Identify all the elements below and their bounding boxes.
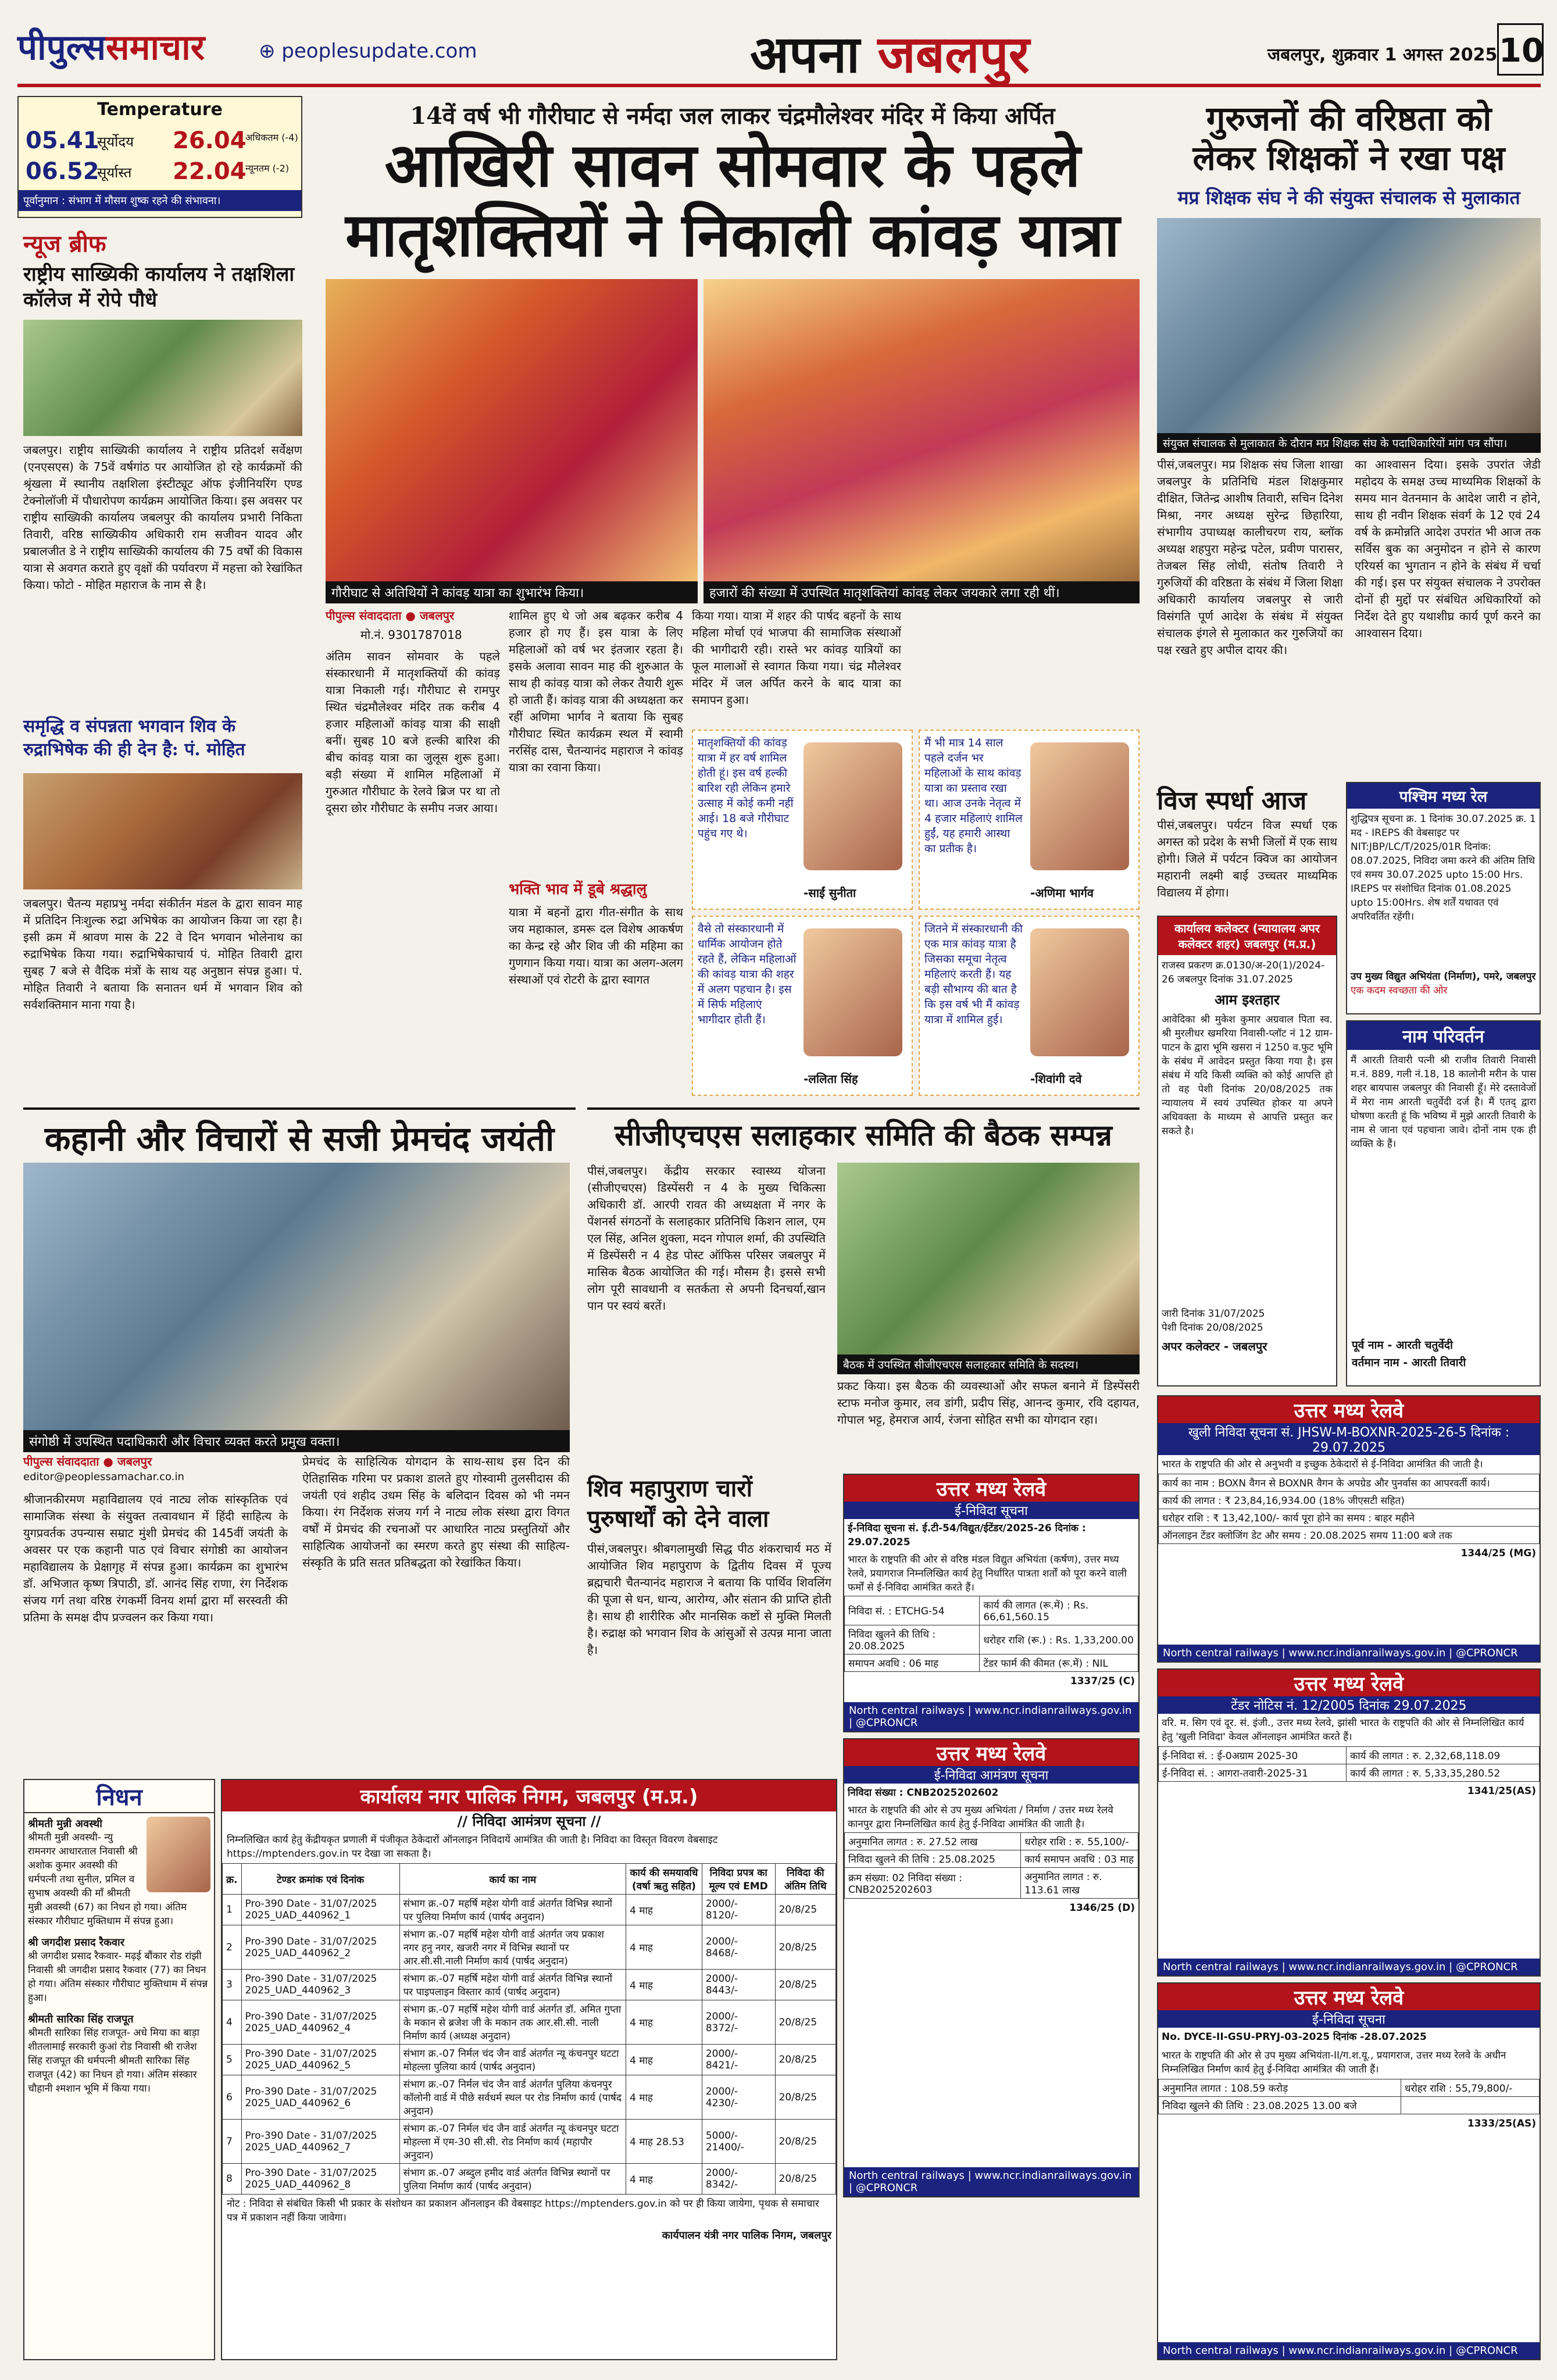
weather-title: Temperature	[97, 99, 223, 120]
rail-notice-body: भारत के राष्ट्रपति की ओर से वरिष्ठ मंडल विद्युत अभियंता (कर्षण), उत्तर मध्य रेलवे, प्रयागराज निम्नलिखित कार्य हेतु निर्धारित पात्रता शर्तों को पूरा करने वाली फर्मों से ई-निविदा आमंत्रित करते हैं।	[848, 1554, 1127, 1593]
rail-notice-sub: ई-निविदा सूचना	[1158, 2010, 1540, 2028]
obituary-text: श्रीमती सारिका सिंह राजपूत- अधे मिया का बाड़ा शीतलामाई सरकारी कुआं रोड निवासी श्री राजेश सिंह राजपूत की धर्मपत्नी श्रीमती सारिका सिंह राजपूत (42) का निधन हो गया। अंतिम संस्कार चौहानी श्मशान भूमि में किया गया।	[28, 2027, 199, 2095]
lead-mobile: मो.नं. 9301787018	[360, 628, 462, 642]
rail-footer: North central railways | www.ncr.indianrailways.gov.in | @CPRONCR	[844, 1702, 1138, 1731]
quiz-headline: विज स्पर्धा आज	[1157, 786, 1307, 816]
rail-notice-table	[844, 1596, 1138, 1672]
rail-notice-right-2	[1157, 1668, 1541, 1977]
rail-website-link[interactable]: www.ncr.indianrailways.gov.in	[1288, 2345, 1446, 2357]
name-change-body: मैं आरती तिवारी पत्नी श्री राजीव तिवारी निवासी म.नं. 889, गली नं.18, 18 कालोनी मरीन के पास शहर बायपास जबलपुर की निवासी हूँ। मेरे दस्तावेजों में मेरा नाम आरती चतुर्वेदी दर्ज है। मैं एतद् द्वारा घोषणा करती हूं कि भविष्य में मुझे आरती तिवारी के नाम से जाना एवं पहचाना जावे। दोनों नाम एक ही व्यक्ति के हैं।	[1351, 1055, 1536, 1150]
sunset-time: 06.52	[26, 158, 99, 185]
premchand-caption: संगोष्ठी में उपस्थित पदाधिकारी और विचार व्यक्त करते प्रमुख वक्ता।	[23, 1430, 570, 1452]
obituary-item	[24, 2009, 214, 2099]
rail-notice-1	[843, 1474, 1140, 1732]
quiz-body: पीसं,जबलपुर। पर्यटन विज स्पर्धा एक अगस्त को प्रदेश के सभी जिलों में एक साथ होगी। जिले में पर्यटन क्विज का आयोजन महारानी लक्ष्मी बाई उच्चतर माध्यमिक विद्यालय में होगा।	[1157, 818, 1337, 899]
lead-col3: किया गया। यात्रा में शहर की पार्षद बहनों के साथ महिला मोर्चा एवं भाजपा की सामाजिक संस्थाओं की भागीदारी रही। रास्ते भर कांवड़ यात्रियों का फूल मालाओं से स्वागत किया गया। चंद्र मौलेश्वर मंदिर में जल अर्पित करने के बाद यात्रा का समापन हुआ।	[692, 609, 901, 707]
table-row: निविदा सं. : ETCHG-54 कार्य की लागत (रू.में) : Rs. 66,61,560.15	[845, 1596, 1138, 1625]
table-row: 6 Pro-390 Date - 31/07/2025 2025_UAD_440962_6 संभाग क्र.-07 निर्मल चंद जैन वार्ड अंतर्गत पुलिया कंचनपुर कॉलोनी वार्ड में पीछे सर्वधर्म स्थल पर रोड निर्माण कार्य (पार्षद अनुदान) 4 माह 2000/- 4230/- 20/8/25	[223, 2075, 836, 2120]
lead-byline: पीपुल्स संवाददाता ● जबलपुर	[326, 609, 455, 623]
obituary-title: निधन	[24, 1780, 214, 1813]
premchand-headline: कहानी और विचारों से सजी प्रेमचंद जयंती	[23, 1107, 576, 1160]
rail-notice-head: उत्तर मध्य रेलवे	[844, 1475, 1138, 1502]
collector-notice	[1157, 916, 1337, 1386]
rail-notice-right-3	[1157, 1982, 1541, 2360]
wcr-notice	[1346, 782, 1541, 1014]
old-name: पूर्व नाम - आरती चतुर्वेदी	[1352, 1339, 1453, 1352]
rail-notice-sub: टेंडर नोटिस नं. 12/2005 दिनांक 29.07.2025	[1158, 1696, 1540, 1714]
rail-footer: North central railways | www.ncr.indianrailways.gov.in | @CPRONCR	[844, 2167, 1138, 2196]
name-change-title: नाम परिवर्तन	[1347, 1021, 1540, 1050]
municipal-intro: निम्नलिखित कार्य हेतु केंद्रीयकृत प्रणाली में पंजीकृत ठेकेदारों ऑनलाइन निविदायें आमंत्रित की जाती है। निविदा का विस्तृत विवरण वेबसाइट https://mptenders.gov.in पर देखा जा सकता है।	[227, 1834, 718, 1860]
lead-col2-b: यात्रा में बहनों द्वारा गीत-संगीत के साथ जय महाकाल, डमरू दल विशेष आकर्षण का केन्द्र रहे और शिव जी की महिमा का गुणगान किया गया। यात्रा का अलग-अलग संस्थाओं एवं रोटरी के द्वारा स्वागत	[509, 905, 683, 987]
quote-name: -अणिमा भार्गव	[1030, 886, 1094, 900]
quote-photo	[1030, 928, 1129, 1056]
table-row: निविदा खुलने की तिथि : 20.08.2025 धरोहर राशि (रू.) : Rs. 1,33,200.00	[845, 1625, 1138, 1654]
new-name: वर्तमान नाम - आरती तिवारी	[1352, 1356, 1466, 1369]
rail-notice-foot: 1341/25(AS)	[1467, 1785, 1536, 1797]
quote-photo	[804, 928, 902, 1056]
cghs-photo	[837, 1163, 1140, 1355]
cghs-caption: बैठक में उपस्थित सीजीएचएस सलाहकार समिति के सदस्य।	[837, 1355, 1140, 1374]
table-row: 4 Pro-390 Date - 31/07/2025 2025_UAD_440962_4 संभाग क्र.-07 महर्षि महेश योगी वार्ड अंतर्गत डॉ. अमित गुप्ता के मकान से ब्रजेश जी के मकान तक आर.सी.सी. नाली निर्माण कार्य (अध्यक्ष अनुदान) 4 माह 2000/- 8372/- 20/8/25	[223, 2000, 836, 2045]
premchand-col1: श्रीजानकीरमण महाविद्यालय एवं नाट्य लोक सांस्कृतिक एवं सामाजिक संस्था के संयुक्त तत्वावधान में हिंदी साहित्य के युगप्रवर्तक उपन्यास सम्राट मुंशी प्रेमचंद की 145वीं जयंती के अवसर पर एक कहानी पाठ एवं विचार संगोष्ठी का आयोजन महाविद्यालय के प्रेक्षागृह में संपन्न हुआ। कार्यक्रम का शुभारंभ डॉ. अभिजात कृष्ण त्रिपाठी, डॉ. आनंद सिंह राणा, रंग निर्देशक संजय गर्ग तथा वरिष्ठ रंगकर्मी विनय शर्मा द्वारा माँ सरस्वती की प्रतिमा के समक्ष दीप प्रज्वलन कर किया गया।	[23, 1492, 288, 1624]
quote-text: मातृशक्तियों की कांवड़ यात्रा में हर वर्ष शामिल होती हूं। इस वर्ष हल्की बारिश रही लेकिन हमारे उत्साह में कोई कमी नहीं आई। 18 बजे गौरीघाट पहुंच गए थे।	[698, 737, 794, 840]
name-change-notice	[1346, 1020, 1541, 1386]
quote-card-1	[692, 730, 913, 910]
rail-notice-head: उत्तर मध्य रेलवे	[1158, 1396, 1540, 1423]
rail-notice-body: वरि. म. सिग एवं दूर. सं. इंजी., उत्तर मध्य रेलवे, झांसी भारत के राष्ट्रपति की ओर से निम्नलिखित कार्य हेतु 'खुली निविदा' केवल ऑनलाइन आमंत्रित करते हैं।	[1162, 1717, 1524, 1743]
weather-box	[17, 96, 302, 218]
rail-notice-sub: ई-निविदा सूचना	[844, 1502, 1138, 1519]
rail-notice-ref: निविदा संख्या : CNB2025202602	[848, 1787, 999, 1799]
obituary-text: श्रीमती मुन्नी अवस्थी- न्यु रामनगर आधारताल निवासी श्री अशोक कुमार अवस्थी की धर्मपत्नी तथा सुनील, प्रमिल व सुभाष अवस्थी की माँ श्रीमती मुन्नी अवस्थी (67) का निधन हो गया। अंतिम संस्कार गौरीघाट मुक्तिधाम में संपन्न हुआ।	[28, 1832, 187, 1927]
obituary-photo	[147, 1817, 210, 1892]
table-row: ई-निविदा सं. : आगरा-तवारी-2025-31 कार्य की लागत : रु. 5,33,35,280.52	[1159, 1764, 1540, 1782]
cghs-headline: सीजीएचएस सलाहकार समिति की बैठक सम्पन्न	[587, 1107, 1140, 1154]
obituary-name: श्री जगदीश प्रसाद रैकवार	[28, 1936, 125, 1949]
lead-caption-right: हजारों की संख्या में उपस्थित मातृशक्तियां कांवड़ लेकर जयकारे लगा रही थीं।	[703, 581, 1140, 603]
page-number: 10	[1497, 23, 1544, 76]
collector-date-hearing: पेशी दिनांक 20/08/2025	[1162, 1322, 1263, 1334]
obituary-name: श्रीमती सारिका सिंह राजपूत	[28, 2013, 134, 2025]
obituary-name: श्रीमती मुन्नी अवस्थी	[28, 1818, 102, 1830]
obituary-text: श्री जगदीश प्रसाद रैकवार- मढ़ई बौंकार रोड रांझी निवासी श्री जगदीश प्रसाद रैकवार (77) का निधन हो गया। अंतिम संस्कार गौरीघाट मुक्तिधाम में संपन्न हुआ।	[28, 1950, 208, 2004]
wcr-body: शुद्धिपत्र सूचना क्र. 1 दिनांक 30.07.2025 क्र. 1 मद - IREPS की वेबसाइट पर NIT:JBP/LC/T/2025/01R दिनांक: 08.07.2025, निविदा जमा करने की अंतिम तिथि एवं समय 30.07.2025 upto 15:00 Hrs. IREPS पर संशोधित दिनांक 01.08.2025 upto 15:00Hrs. शेष शर्तें यथावत एवं अपरिवर्तित रहेंगी।	[1351, 813, 1536, 923]
premchand-photo	[23, 1163, 570, 1430]
rail-notice-foot: 1346/25 (D)	[1069, 1902, 1135, 1914]
rail-notice-foot: 1337/25 (C)	[1070, 1675, 1135, 1687]
brief2-photo	[23, 773, 302, 889]
rail-footer: North central railways | www.ncr.indianrailways.gov.in | @CPRONCR	[1158, 1959, 1540, 1975]
quote-name: -ललिता सिंह	[804, 1072, 858, 1086]
table-row: 8 Pro-390 Date - 31/07/2025 2025_UAD_440962_8 संभाग क्र.-07 अब्दुल हमीद वार्ड अंतर्गत विभिन्न स्थानों पर पुलिया निर्माण कार्य (पार्षद अनुदान) 4 माह 2000/- 8342/- 20/8/25	[223, 2164, 836, 2195]
table-row: 5 Pro-390 Date - 31/07/2025 2025_UAD_440962_5 संभाग क्र.-07 निर्मल चंद जैन वार्ड अंतर्गत न्यू कंचनपुर घटटा मोहल्ला पुलिया कार्य (पार्षद अनुदान) 4 माह 2000/- 8421/- 20/8/25	[223, 2045, 836, 2075]
rail-notice-table	[1158, 1746, 1540, 1782]
table-row: निविदा खुलने की तिथि : 25.08.2025 कार्य समापन अवधि : 03 माह	[845, 1850, 1138, 1868]
rail-notice-sub: ई-निविदा आमंत्रण सूचना	[844, 1766, 1138, 1784]
table-row: समापन अवधि : 06 माह टेंडर फार्म की कीमत (रू.में) : NIL	[845, 1654, 1138, 1672]
table-row: 7 Pro-390 Date - 31/07/2025 2025_UAD_440962_7 संभाग क्र.-07 निर्मल चंद जैन वार्ड अंतर्गत न्यू कंचनपुर घटटा मोहल्ला में एम-30 सी.सी. रोड निर्माण कार्य (महापौर अनुदान) 4 माह 28.53 5000/- 21400/- 20/8/25	[223, 2120, 836, 2164]
premchand-byline: पीपुल्स संवाददाता ● जबलपुर	[23, 1455, 152, 1468]
lead-caption-left: गौरीघाट से अतिथियों ने कांवड़ यात्रा का शुभारंभ किया।	[326, 581, 698, 603]
news-brief-label: न्यूज ब्रीफ	[23, 231, 106, 258]
shiv-headline-1: शिव महापुराण चारों	[587, 1475, 753, 1502]
quote-text: मैं भी मात्र 14 साल पहले दर्जन भर महिलाओं के साथ कांवड़ यात्रा का प्रस्ताव रखा था। आज उनके नेतृत्व में 4 हजार महिलाएं शामिल हुईं, यह हमारी आस्था का प्रतीक है।	[924, 737, 1023, 855]
teachers-caption: संयुक्त संचालक से मुलाकात के दौरान मप्र शिक्षक संघ के पदाधिकारियों मांग पत्र सौंपा।	[1157, 433, 1541, 453]
collector-heading: आम इश्तहार	[1215, 992, 1280, 1008]
max-temp: 26.04	[173, 127, 247, 154]
rail-notice-body: भारत के राष्ट्रपति की ओर से उप मुख्य अभियंता-II/ग.श.यू., प्रयागराज, उत्तर मध्य रेलवे के अधीन निम्नलिखित निर्माण कार्य हेतु ई-निविदा आमंत्रित की जाती हैं।	[1162, 2050, 1506, 2075]
rail-notice-table	[1158, 1474, 1540, 1544]
table-header-row: क्र. टेण्डर क्रमांक एवं दिनांक कार्य का नाम कार्य की समयावधि (वर्षा ऋतु सहित) निविदा प्रपत्र का मूल्य एवं EMD निविदा की अंतिम तिथि	[223, 1864, 836, 1895]
quote-card-2	[919, 730, 1140, 910]
brief1-photo	[23, 320, 302, 436]
brief1-title: राष्ट्रीय साख्यिकी कार्यालय ने तक्षशिला कॉलेज में रोपे पौधे	[23, 263, 295, 312]
rail-notice-table	[1158, 2079, 1540, 2114]
quote-text: जितने में संस्कारधानी की एक मात्र कांवड़ यात्रा है जिसका समूचा नेतृत्व महिलाएं करती हैं। यह बड़ी सौभाग्य की बात है कि इस वर्ष भी मैं कांवड़ यात्रा में शामिल हुई।	[924, 923, 1023, 1026]
lead-photo-right	[703, 279, 1140, 581]
lead-col1: अंतिम सावन सोमवार के पहले संस्कारधानी में मातृशक्तियों की कांवड़ यात्रा निकाली गई। गौरीघाट से रामपुर स्थित चंद्रमौलेश्वर मंदिर तक करीब 4 हजार महिलाओं कांवड़ यात्रा की साक्षी बनीं। सुबह 10 बजे हल्की बारिश की बीच कांवड़ यात्रा का जुलूस शुरू हुआ। बड़ी संख्या में शामिल महिलाओं में गुरुआत गौरीघाट के रेलवे ब्रिज पर था तो दूसरा छोर गौरीघाट के समीप नजर आया।	[326, 649, 500, 815]
table-row: अनुमानित लागत : 108.59 करोड़ धरोहर राशि : 55,79,800/-	[1159, 2079, 1540, 2097]
municipal-footer: नोट : निविदा से संबंधित किसी भी प्रकार के संशोधन का प्रकाशन ऑनलाइन की वेबसाइट https://mptenders.gov.in को पर ही किया जायेगा, पृथक से समाचार पत्र में प्रकाशन नहीं किया जावेगा।	[227, 2198, 819, 2224]
table-row: क्रम संख्या: 02 निविदा संख्या : CNB2025202603 अनुमानित लागत : रु. 113.61 लाख	[845, 1868, 1138, 1899]
premchand-col2: प्रेमचंद के साहित्यिक योगदान के साथ-साथ इस दिन की ऐतिहासिक गरिमा पर प्रकाश डालते हुए गोस्वामी तुलसीदास की जयंती एवं शहीद उधम सिंह के बलिदान दिवस को भी नमन किया। रंग निर्देशक संजय गर्ग ने नाट्य लोक संस्था द्वारा विगत वर्षों में प्रेमचंद की रचनाओं पर आधारित नाट्य प्रस्तुतियों और साहित्यिक आयोजनों का स्मरण करते हुए संस्था की साहित्य-संस्कृति के प्रति सतत प्रतिबद्धता को रेखांकित किया।	[302, 1455, 570, 1570]
collector-date-issued: जारी दिनांक 31/07/2025	[1162, 1308, 1265, 1320]
quote-card-3	[692, 916, 913, 1096]
min-label: न्यूनतम (-2)	[245, 163, 290, 174]
section-title: अपना जबलपुर	[750, 24, 1030, 84]
rail-notice-foot: 1344/25 (MG)	[1460, 1548, 1536, 1559]
brand-logo: पीपुल्ससमाचार	[17, 27, 205, 68]
quote-photo	[1030, 742, 1129, 870]
masthead	[17, 12, 1544, 87]
quote-card-4	[919, 916, 1140, 1096]
shiv-body: पीसं,जबलपुर। श्रीबगलामुखी सिद्ध पीठ शंकराचार्य मठ में आयोजित शिव महापुराण के द्वितीय दिवस में पूज्य ब्रह्मचारी चैतन्यानंद महाराज ने बताया कि पार्थिव शिवलिंग की पूजा से धन, धान्य, आरोग्य, और संतान की प्राप्ति होती है। साथ ही शारीरिक और मानसिक कष्टों से मुक्ति मिलती है। रुद्राक्ष को भगवान शिव के आंसुओं से उत्पन्न माना जाता है।	[587, 1542, 831, 1657]
teachers-subhead: मप्र शिक्षक संघ ने की संयुक्त संचालक से मुलाकात	[1177, 187, 1520, 209]
rail-notice-foot: 1333/25(AS)	[1467, 2118, 1536, 2129]
lead-col2-subhead: भक्ति भाव में डूबे श्रद्धालु	[509, 881, 647, 898]
rail-notice-ref: No. DYCE-II-GSU-PRYJ-03-2025 दिनांक -28.07.2025	[1162, 2031, 1427, 2043]
quote-photo	[804, 742, 902, 870]
rail-notice-right-1	[1157, 1395, 1541, 1663]
rail-website-link[interactable]: www.ncr.indianrailways.gov.in	[974, 1704, 1132, 1717]
cghs-col2: प्रकट किया। इस बैठक की व्यवस्थाओं और सफल बनाने में डिस्पेंसरी स्टाफ मनोज कुमार, लव डांगी, प्रदीप सिंह, आनन्द कुमार, रवि दहायत, गोपाल भट्ट, हेमराज आर्य, रंजना सोहित सभी का योगदान रहा।	[837, 1379, 1140, 1427]
teachers-col1: पीसं,जबलपुर। मप्र शिक्षक संघ जिला शाखा जबलपुर के प्रतिनिधि मंडल शिक्षकुमार दीक्षित, जितेन्द्र आशीष तिवारी, सचिन दिनेश मिश्रा, नगर अध्यक्ष सुरेन्द्र छिहारिया, संभागीय उपाध्यक्ष कालीचरण राय, ब्लॉक अध्यक्ष शहपुरा महेन्द्र पटेल, प्रवीण पारासर, तेजबल सिंह लोधी, संतोष तिवारी ने गुरुजियों की वरिष्ठता के संबंध में जिला शिक्षा अधिकारी कार्यालय जबलपुर से जारी विसंगति पूर्ण आदेश के संबंध में संयुक्त संचालक इंगले से मुलाकात कर गुरुजियों का पक्ष रखते हुए अपील दायर की।	[1157, 458, 1343, 657]
teachers-headline-2: लेकर शिक्षकों ने रखा पक्ष	[1192, 138, 1505, 178]
collector-case: राजस्व प्रकरण क्र.0130/अ-20(1)/2024-26 जबलपुर दिनांक 31.07.2025	[1162, 960, 1325, 985]
collector-sign: अपर कलेक्टर - जबलपुर	[1162, 1339, 1267, 1353]
rail-website-link[interactable]: www.ncr.indianrailways.gov.in	[1288, 1961, 1446, 1973]
dateline: जबलपुर, शुक्रवार 1 अगस्त 2025	[1267, 45, 1498, 65]
lead-headline-2: मातृशक्तियों ने निकाली कांवड़ यात्रा	[345, 199, 1120, 270]
rail-notice-2	[843, 1738, 1140, 2197]
lead-kicker: 14वें वर्ष भी गौरीघाट से नर्मदा जल लाकर चंद्रमौलेश्वर मंदिर में किया अर्पित	[410, 102, 1055, 130]
sunset-label: सूर्यास्त	[97, 165, 132, 181]
lead-col2: शामिल हुए थे जो अब बढ़कर करीब 4 हजार हो गए हैं। इस यात्रा के लिए महिलाओं को वर्ष भर इंतजार रहता है। इसके अलावा सावन माह की शुरुआत के साथ ही कांवड़ यात्रा को लेकर तैयारी शुरू हो जाती हैं। कांवड़ यात्रा की अध्यक्षता कर रहीं अणिमा भार्गव ने बताया कि सुबह गौरीघाट स्थित कार्यक्रम स्थल में स्वामी नरसिंह दास, चैतन्यानंद महाराज ने कांवड़ यात्रा का रवाना किया।	[509, 609, 683, 774]
brief2-title: समृद्धि व संपन्नता भगवान शिव के रुद्राभिषेक की ही देन है: पं. मोहित	[23, 715, 302, 762]
wcr-title: पश्चिम मध्य रेल	[1347, 783, 1540, 809]
quote-name: -शिवांगी दवे	[1030, 1072, 1082, 1086]
rail-notice-ref: ई-निविदा सूचना सं. ई.टी-54/विद्युत/ईटेंडर/2025-26 दिनांक : 29.07.2025	[848, 1523, 1086, 1548]
rail-notice-head: उत्तर मध्य रेलवे	[1158, 1670, 1540, 1696]
cghs-col1: पीसं,जबलपुर। केंद्रीय सरकार स्वास्थ्य योजना (सीजीएचएस) डिस्पेंसरी न 4 के मुख्य चिकित्सा अधिकारी डॉ. आरपी रावत की अध्यक्षता में नगर के पेंशनर्स संगठनों के सलाहकार प्रतिनिधि किशन लाल, एम एल सिंह, अनिल शुक्ला, मदन गोपाल शर्मा, की उपस्थिति में डिस्पेंसरी न 4 हेड पोस्ट ऑफिस परिसर जबलपुर में मासिक बैठक आयोजित की गई। मौसम है। इससे सभी लोग पूरी सावधानी व सतर्कता से अपनी दिनचर्या,खान पान पर स्वयं बरतें।	[587, 1164, 826, 1313]
max-label: अधिकतम (-4)	[245, 132, 298, 143]
table-row: अनुमानित लागत : रु. 27.52 लाख धरोहर राशि : रु. 55,100/-	[845, 1833, 1138, 1850]
wcr-tag: एक कदम स्वच्छता की ओर	[1351, 985, 1448, 996]
site-url[interactable]: ⊕ peoplesupdate.com	[259, 40, 477, 63]
table-row: ई-निविदा सं. : ई-0अग्राम 2025-30 कार्य की लागत : रु. 2,32,68,118.09	[1159, 1747, 1540, 1764]
lead-photo-left	[326, 279, 698, 581]
forecast: पूर्वानुमान : संभाग में मौसम शुष्क रहने की संभावना।	[19, 190, 301, 211]
rail-notice-head: उत्तर मध्य रेलवे	[1158, 1984, 1540, 2010]
lead-headline-1: आखिरी सावन सोमवार के पहले	[384, 129, 1081, 201]
quote-name: -साईं सुनीता	[804, 886, 856, 900]
table-row: 1 Pro-390 Date - 31/07/2025 2025_UAD_440962_1 संभाग क्र.-07 महर्षि महेश योगी वार्ड अंतर्गत विभिन्न स्थानों पर पुलिया निर्माण कार्य (पार्षद अनुदान) 4 माह 2000/- 8120/- 20/8/25	[223, 1895, 836, 1925]
quote-text: वैसे तो संस्कारधानी में धार्मिक आयोजन होते रहते हैं, लेकिन महिलाओं की कांवड़ यात्रा की शहर में अलग पहचान है। इस में सिर्फ महिलाएं भागीदार होती हैं।	[698, 923, 797, 1026]
table-row: निविदा खुलने की तिथि : 23.08.2025 13.00 बजे	[1159, 2097, 1540, 2114]
table-row: 3 Pro-390 Date - 31/07/2025 2025_UAD_440962_3 संभाग क्र.-07 महर्षि महेश योगी वार्ड अंतर्गत विभिन्न स्थानों पर पाइपलाइन विस्तार कार्य (पार्षद अनुदान) 4 माह 2000/- 8443/- 20/8/25	[223, 1970, 836, 2000]
table-row: 2 Pro-390 Date - 31/07/2025 2025_UAD_440962_2 संभाग क्र.-07 महर्षि महेश योगी वार्ड अंतर्गत जय प्रकाश नगर हनु नगर, खजरी नगर में विभिन्न स्थानों पर आर.सी.सी.नाली निर्माण कार्य (पार्षद अनुदान) 4 माह 2000/- 8468/- 20/8/25	[223, 1925, 836, 1970]
min-temp: 22.04	[173, 158, 247, 185]
sunrise-label: सूर्योदय	[97, 134, 134, 150]
brief1-body: जबलपुर। राष्ट्रीय साख्यिकी कार्यालय ने राष्ट्रीय प्रतिदर्श सर्वेक्षण (एनएसएस) के 75वें वर्षगांठ पर आयोजित हो रहे कार्यक्रमों की श्रृंखला में स्थानीय तक्षशिला इंस्टीट्यूट ऑफ इंजीनियरिंग एण्ड टेक्नोलॉजी में पौधारोपण कार्यक्रम आयोजित किया। इस अवसर पर राष्ट्रीय साख्यिकी कार्यालय जबलपुर की कार्यालय प्रभारी निकिता तिवारी, वरिष्ठ साख्यिकीय अधिकारी राम सजीवन यादव और प्रबालजीत डे ने राष्ट्रीय साख्यिकी कार्यालय की 75 वर्षों की विकास यात्रा से अवगत कराते हुए वृक्षों की पर्यावरण में महत्ता को रेखांकित किया। फोटो - मोहित महाराज के नाम से है।	[23, 443, 302, 592]
municipal-subtitle: // निविदा आमंत्रण सूचना //	[457, 1813, 601, 1829]
rail-footer: North central railways | www.ncr.indianrailways.gov.in | @CPRONCR	[1158, 2342, 1540, 2359]
municipal-title: कार्यालय नगर पालिक निगम, जबलपुर (म.प्र.)	[222, 1780, 836, 1811]
collector-body: आवेदिका श्री मुकेश कुमार अग्रवाल पिता स्व. श्री मुरलीधर खमरिया निवासी-प्लॉट नं 12 ग्राम-पाटन के द्वारा भूमि खसरा नं 1250 व.फुट भूमि के संबंध में आवेदन प्रस्तुत किया गया है। इस संबंध में यदि किसी व्यक्ति को कोई आपत्ति हो तो वह पेशी दिनांक 20/08/2025 तक न्यायालय में स्वयं उपस्थित होकर या अपने अधिवक्ता के माध्यम से आपत्ति प्रस्तुत कर सकते है।	[1162, 1014, 1333, 1137]
rail-footer: North central railways | www.ncr.indianrailways.gov.in | @CPRONCR	[1158, 1645, 1540, 1661]
rail-notice-body: भारत के राष्ट्रपति की ओर से अनुभवी व इच्छुक ठेकेदारों से ई-निविदा आमंत्रित की जाती है।	[1162, 1459, 1483, 1470]
municipal-table	[222, 1863, 836, 2195]
wcr-sign: उप मुख्य विद्युत अभियंता (निर्माण), पमरे, जबलपुर	[1351, 971, 1536, 982]
table-row: धरोहर राशि : ₹ 13,42,100/- कार्य पूरा होने का समय : बाहर महीने	[1159, 1509, 1540, 1527]
obituary-item	[24, 1932, 214, 2009]
teachers-col2: का आश्वासन दिया। इसके उपरांत जेडी महोदय के समक्ष उच्च माध्यमिक शिक्षकों के समय मान वेतनमान के आदेश जारी न होने, साथ ही नवीन शिक्षक संवर्ग के 12 एवं 24 वर्ष के क्रमोन्नति आदेश उपरांत भी आज तक सर्विस बुक का अनुमोदन न होने से कारण एरियर्स का भुगतान न होने के संबंध में चर्चा की गई। इस पर संयुक्त संचालक ने उपरोक्त दोनों ही मुद्दों पर संबंधित अधिकारियों को निर्देश देते हुए यथाशीघ्र कार्य पूर्ण करने का आश्वासन दिया।	[1355, 458, 1541, 640]
table-row: कार्य की लागत : ₹ 23,84,16,934.00 (18% जीएसटी सहित)	[1159, 1492, 1540, 1509]
table-row: कार्य का नाम : BOXN वैगन से BOXNR वैगन के अपग्रेड और पुनर्वास का आपरवर्ती कार्य।	[1159, 1474, 1540, 1492]
rail-notice-body: भारत के राष्ट्रपति की ओर से उप मुख्य अभियंता / निर्माण / उत्तर मध्य रेलवे कानपुर द्वारा निम्नलिखित कार्य हेतु ई-निविदा आमंत्रित की जाती है।	[848, 1804, 1113, 1830]
teachers-photo	[1157, 218, 1541, 433]
brief2-body: जबलपुर। चैतन्य महाप्रभु नर्मदा संकीर्तन मंडल के द्वारा सावन माह में प्रतिदिन निःशुल्क रुद्रा अभिषेक का आयोजन किया जा रहा है। इसी क्रम में श्रावण मास के 22 वे दिन भगवान भोलेनाथ का रुद्राभिषेक किया गया। रुद्राभिषेकाचार्य पं. मोहित तिवारी द्वारा सुबह 7 बजे से वैदिक मंत्रों के साथ यह अनुष्ठान संपन्न हुआ। पं. मोहित तिवारी ने बताया कि सनातन धर्म में भगवान शिव को सर्वशक्तिमान माना गया है।	[23, 896, 302, 1012]
sunrise-time: 05.41	[26, 127, 99, 154]
premchand-email: editor@peoplessamachar.co.in	[23, 1471, 184, 1483]
municipal-tender	[221, 1779, 837, 2360]
shiv-headline-2: पुरुषार्थों को देने वाला	[587, 1505, 769, 1532]
table-row: ऑनलाइन टेंडर क्लोजिंग डेट और समय : 20.08.2025 समय 11:00 बजे तक	[1159, 1527, 1540, 1544]
municipal-sign: कार्यपालन यंत्री नगर पालिक निगम, जबलपुर	[662, 2229, 831, 2242]
obituary-box	[23, 1779, 215, 2360]
rail-notice-sub: खुली निविदा सूचना सं. JHSW-M-BOXNR-2025-26-5 दिनांक : 29.07.2025	[1158, 1423, 1540, 1455]
rail-website-link[interactable]: www.ncr.indianrailways.gov.in	[974, 2170, 1132, 2182]
rail-notice-head: उत्तर मध्य रेलवे	[844, 1739, 1138, 1766]
rail-notice-table	[844, 1832, 1138, 1899]
collector-title: कार्यालय कलेक्टर (न्यायालय अपर कलेक्टर शहर) जबलपुर (म.प्र.)	[1158, 917, 1336, 955]
teachers-headline-1: गुरुजनों की वरिष्ठता को	[1206, 99, 1492, 138]
rail-website-link[interactable]: www.ncr.indianrailways.gov.in	[1288, 1647, 1446, 1659]
obituary-item	[24, 1813, 214, 1932]
